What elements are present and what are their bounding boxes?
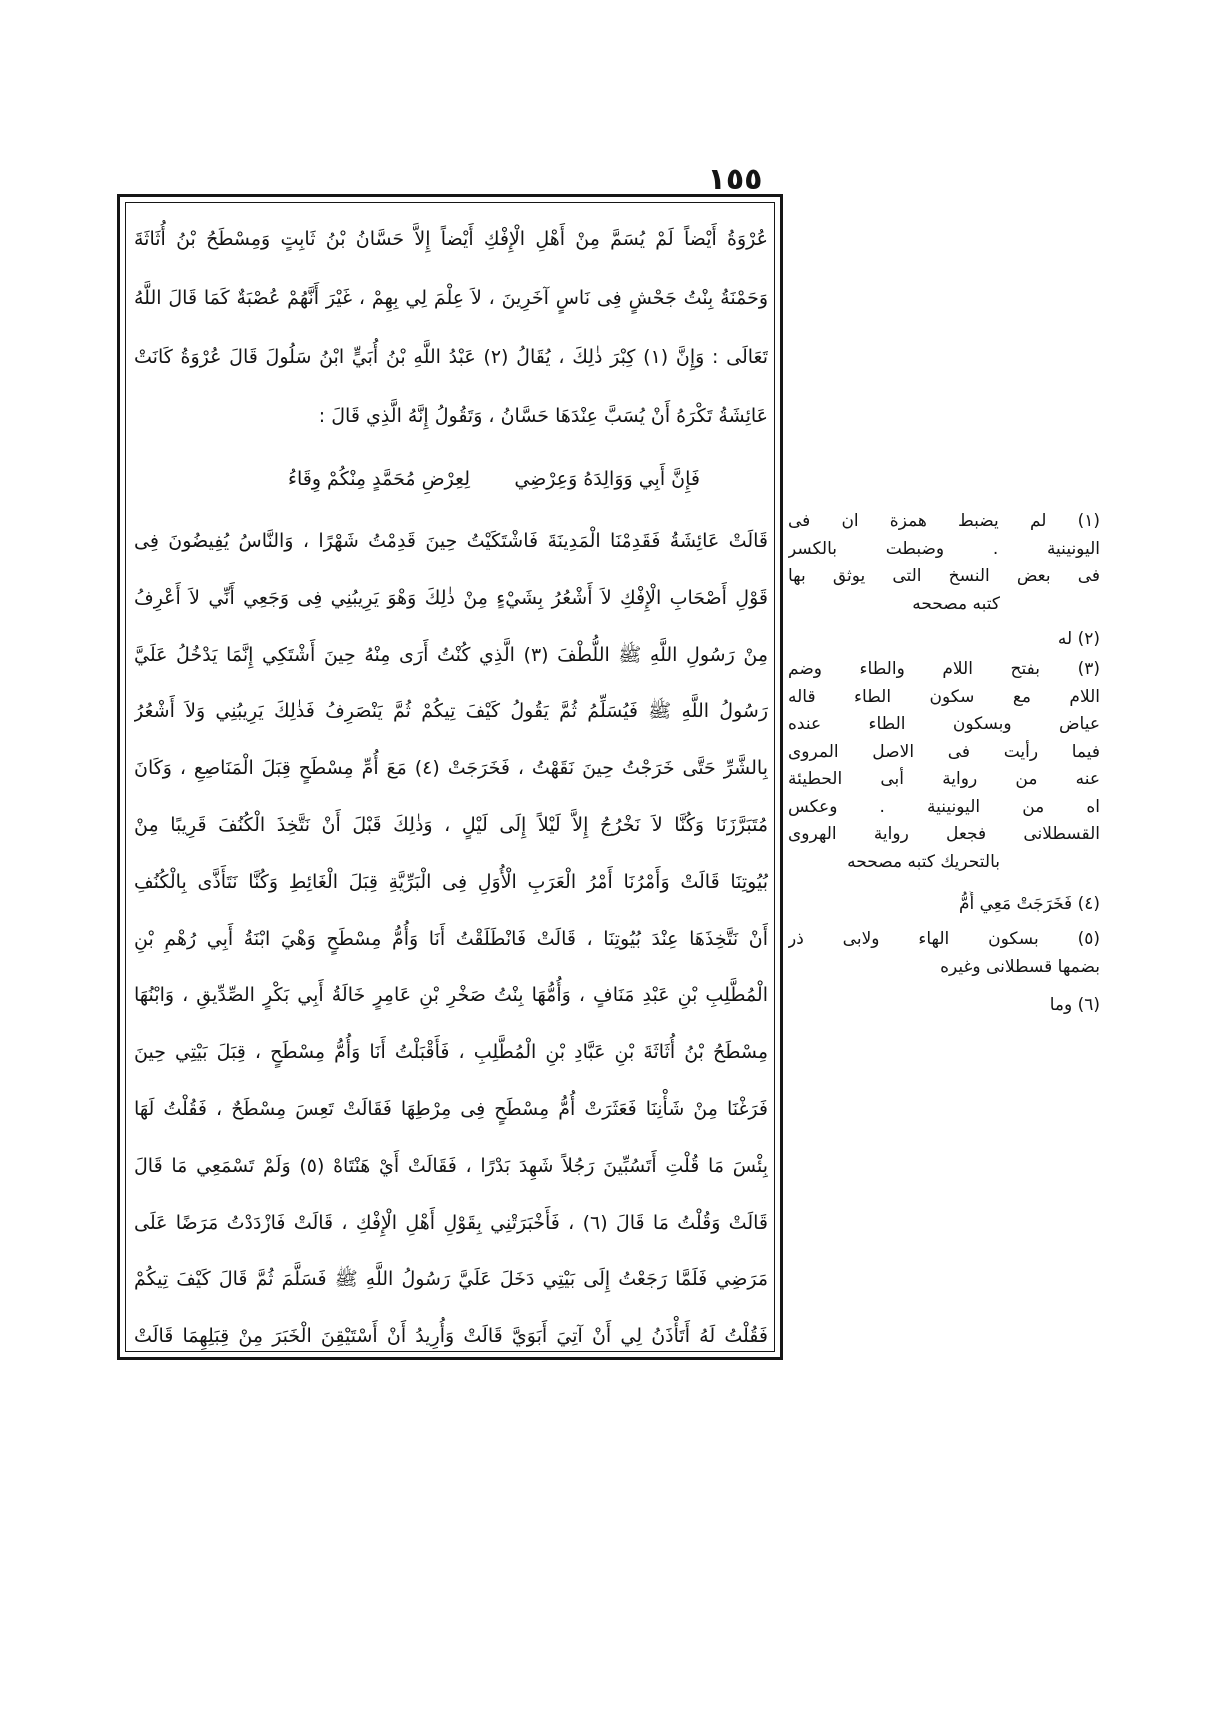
text-line: وَحَمْنَةُ بِنْتُ جَحْشٍ فِى نَاسٍ آخَرِينَ ، لاَ عِلْمَ لِي بِهِمْ ، غَيْرَ أَنَّهُمْ عُصْبَةٌ كَمَا قَالَ اللَّهُ [134,287,768,309]
margin-note-line: (٦) وما [1049,995,1100,1015]
text-line: مِنْ رَسُولِ اللَّهِ ﷺ اللُّطْفَ (٣) الَّذِي كُنْتُ أَرَى مِنْهُ حِينَ أَشْتَكِي إِنَّمَا يَدْخُلُ عَلَيَّ [134,643,768,666]
margin-note [788,626,1100,654]
margin-note-line: كتبه مصححه [912,593,1000,614]
main-text-before-verse [134,210,768,446]
text-line: عُرْوَةُ أَيْضاً لَمْ يُسَمَّ مِنْ أَهْلِ الْإِفْكِ أَيْضاً إِلاَّ حَسَّانُ بْنُ ثَابِتٍ وَمِسْطَحُ بْنُ أُثَاثَةَ [134,228,768,250]
margin-note-line: عياض وبسكون الطاء عنده [788,714,1100,734]
margin-note [788,891,1100,919]
text-line: فَقُلْتُ لَهُ أَتَأْذَنُ لِي أَنْ آتِيَ أَبَوَيَّ قَالَتْ وَأُرِيدُ أَنْ أَسْتَيْقِنَ الْخَبَرَ مِنْ قِبَلِهِمَا قَالَتْ [134,1325,768,1348]
margin-note-line: بالتحريك كتبه مصححه [847,851,1000,872]
margin-note-line: (٤) فَخَرَجَتْ مَعِي أُمُّ [958,894,1100,914]
text-line: بِالشَّرِّ حَتَّى خَرَجْتُ حِينَ نَقَهْتُ ، فَخَرَجَتْ (٤) مَعَ أُمِّ مِسْطَحٍ قِبَلَ الْمَنَاصِعِ ، وَكَانَ [134,757,768,780]
verse-line [134,446,768,513]
margin-note-line: القسطلانى فجعل رواية الهروى [788,824,1100,844]
margin-note-line: بضمها قسطلانى وغيره [940,956,1100,977]
text-line: بُيُوتِنَا قَالَتْ وَأَمْرُنَا أَمْرُ الْعَرَبِ الْأُوَلِ فِى الْبَرِّيَّةِ قِبَلَ الْغَائِطِ وَكُنَّا نَتَأَذَّى بِالْكُنُفِ [134,870,768,893]
text-line: أَنْ نَتَّخِذَهَا عِنْدَ بُيُوتِنَا ، قَالَتْ فَانْطَلَقْتُ أَنَا وَأُمُّ مِسْطَحٍ وَهْيَ ابْنَةُ أَبِي رُهْمِ بْنِ [134,927,768,950]
margin-note [788,926,1100,981]
margin-note-line: (٢) له [1057,629,1100,649]
text-line: تَعَالَى : وَإِنَّ (١) كِبْرَ ذٰلِكَ ، يُقَالُ (٢) عَبْدُ اللَّهِ بْنُ أُبَيٍّ ابْنُ سَلُولَ قَالَ عُرْوَةُ كَانَتْ [134,346,768,368]
margin-note [788,508,1100,618]
text-line: مَرَضِي فَلَمَّا رَجَعْتُ إِلَى بَيْتِي دَخَلَ عَلَيَّ رَسُولُ اللَّهِ ﷺ فَسَلَّمَ ثُمَّ قَالَ كَيْفَ تِيكُمْ [134,1268,768,1291]
verse-hemistich-second: لِعِرْضِ مُحَمَّدٍ مِنْكُمْ وِقَاءُ [288,468,470,490]
margin-note-line: (١) لم يضبط همزة ان فى [788,511,1100,531]
margin-note-line: (٥) بسكون الهاء ولابى ذر [788,929,1100,949]
margin-note-line: (٣) بفتح اللام والطاء وضم [788,659,1100,679]
margin-notes [788,0,1100,1100]
text-line: مُتَبَرَّزَنَا وَكُنَّا لاَ نَخْرُجُ إِلاَّ لَيْلاً إِلَى لَيْلٍ ، وَذٰلِكَ قَبْلَ أَنْ نَتَّخِذَ الْكُنُفَ قَرِيبًا مِنْ [134,813,768,836]
text-line: الْمُطَّلِبِ بْنِ عَبْدِ مَنَافٍ ، وَأُمُّهَا بِنْتُ صَخْرِ بْنِ عَامِرٍ خَالَةُ أَبِي بَكْرٍ الصِّدِّيقِ ، وَابْنُهَا [134,984,768,1007]
text-line: مِسْطَحُ بْنُ أُثَاثَةَ بْنِ عَبَّادِ بْنِ الْمُطَّلِبِ ، فَأَقْبَلْتُ أَنَا وَأُمُّ مِسْطَحٍ ، قِبَلَ بَيْتِي حِينَ [134,1041,768,1064]
text-line: رَسُولُ اللَّهِ ﷺ فَيُسَلِّمُ ثُمَّ يَقُولُ كَيْفَ تِيكُمْ ثُمَّ يَنْصَرِفُ فَذٰلِكَ يَرِيبُنِي وَلاَ أَشْعُرُ [134,700,768,723]
margin-note-line: عنه من رواية أبى الحطيئة [788,769,1100,789]
margin-note-line: اه من اليونينية . وعكس [788,796,1100,817]
main-text-after-verse [134,513,768,1365]
text-line: عَائِشَةُ تَكْرَهُ أَنْ يُسَبَّ عِنْدَهَا حَسَّانُ ، وَتَقُولُ إِنَّهُ الَّذِي قَالَ : [318,405,768,427]
margin-note-line: فيما رأيت فى الاصل المروى [788,741,1100,762]
margin-note-line: اليونينية . وضبطت بالكسر [788,538,1100,559]
text-line: قَالَتْ عَائِشَةُ فَقَدِمْنَا الْمَدِينَةَ فَاشْتَكَيْتُ حِينَ قَدِمْتُ شَهْرًا ، وَالنَّاسُ يُفِيضُونَ فِى [134,530,768,552]
text-line: قَالَتْ وَقُلْتُ مَا قَالَ (٦) ، فَأَخْبَرَتْنِي بِقَوْلِ أَهْلِ الْإِفْكِ ، قَالَتْ فَازْدَدْتُ مَرَضًا عَلَى [134,1211,768,1234]
margin-note-line: فى بعض النسخ التى يوثق بها [788,566,1100,586]
verse-hemistich-first: فَإِنَّ أَبِي وَوَالِدَهُ وَعِرْضِي [514,468,700,490]
text-line: فَرَغْنَا مِنْ شَأْنِنَا فَعَثَرَتْ أُمُّ مِسْطَحٍ فِى مِرْطِهَا فَقَالَتْ تَعِسَ مِسْطَحٌ ، فَقُلْتُ لَهَا [134,1097,768,1120]
text-line: بِئْسَ مَا قُلْتِ أَتَسُبِّينَ رَجُلاً شَهِدَ بَدْرًا ، فَقَالَتْ أَيْ هَنْتَاهْ (٥) وَلَمْ تَسْمَعِي مَا قَالَ [134,1154,768,1177]
margin-note [788,656,1100,876]
margin-note-line: اللام مع سكون الطاء قاله [788,686,1100,707]
margin-note [788,992,1100,1020]
text-line: قَوْلِ أَصْحَابِ الْإِفْكِ لاَ أَشْعُرُ بِشَيْءٍ مِنْ ذٰلِكَ وَهْوَ يَرِيبُنِي فِى وَجَعِي أَنِّي لاَ أَعْرِفُ [134,586,768,609]
page-number: ١٥٥ [707,162,763,197]
